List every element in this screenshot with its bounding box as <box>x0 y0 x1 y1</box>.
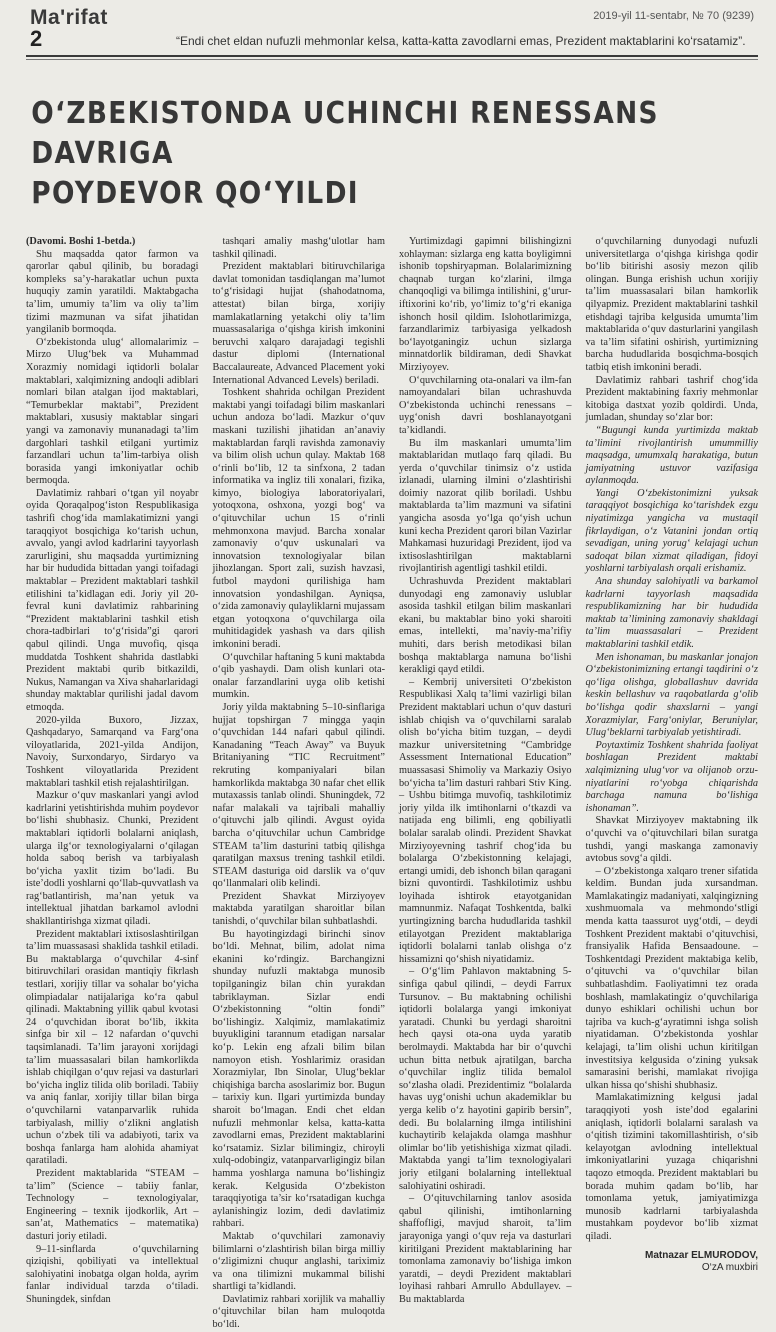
article-column-3 <box>399 236 572 1305</box>
paragraph: Maktab o‘quvchilari zamonaviy bilimlarni o‘zlashtirish bilan birga milliy o‘zligimizni chuqur anglashi, tariximiz va ona tilimizni mukammal bilishi shartligi ta’kidlandi. <box>212 1230 385 1293</box>
paragraph: Joriy yilda maktabning 5–10-sinflariga hujjat topshirgan 7 mingga yaqin o‘quvchidan 144 nafari qabul qilindi. Kanadaning “Teach Away” va Buyuk Britaniyaning “TIC Recruitment” rekruting kompaniyalari bilan hamkorlikda maktabga 30 nafar chet ellik mutaxassis tanlab olindi. Shuningdek, 72 nafar malakali va tajribali mahalliy o‘qituvchi jalb qilindi. Avgust oyida barcha o‘qituvchilar uchun Cambridge STEAM ta’lim dasturini tatbiq qilishga qaratilgan maxsus trening tashkil etildi. STEAM dasturiga oid darslik va o‘quv qo‘llanmalari olib kelindi. <box>212 701 385 890</box>
author-name: Matnazar ELMURODOV, <box>645 1249 758 1261</box>
paragraph: Prezident Shavkat Mirziyoyev maktabda yaratilgan sharoitlar bilan tanishdi, o‘quvchilar bilan suhbatlashdi. <box>212 890 385 928</box>
paragraph: o‘quvchilarning dunyodagi nufuzli universitetlarga o‘qishga kirishga qodir bo‘lib bitirishi asosiy mezon qilib olingan. Bunga erishish uchun xorijiy ta’lim muassasalari bilan hamkorlik qilyapmiz. Prezident maktablarini tashkil etishdagi tajriba kelgusida umumta’lim maktablarida o‘quv dasturlarini yangilash va ta’lim sifatini oshirish, yurtimizning barcha hududlarida bosqichma-bosqich tatbiq etish imkonini beradi. <box>585 236 758 373</box>
headline-line-1: O‘ZBEKISTONDA UCHINCHI RENESSANS DAVRIGA <box>31 96 659 171</box>
paragraph: Shu maqsadda qator farmon va qarorlar qabul qilinib, bu boradagi kompleks sa’y-harakatlar uchun puxta huquqiy zamin yaratildi. Maktabgacha ta’lim, umumiy ta’lim va oliy ta’lim tizimi mazmunan va sifat jihatidan yangilanib bormoqda. <box>26 248 199 336</box>
paragraph: – Kembrij universiteti O‘zbekiston Respublikasi Xalq ta’limi vazirligi bilan Prezident maktablari uchun o‘quv dasturi ishlab chiqish va o‘quvchilarni saralab olish bo‘yicha bitim tuzgan, – deydi mazkur universitetning “Cambridge Assessment International Education” muassasasi Shimoliy va Markaziy Osiyo bo‘yicha ta’lim dasturi rahbari Stiv King. – Ushbu bitimga muvofiq, tashkilotimiz joriy yilda ilk imtihonlarni o‘tkazdi va natijada eng bilimli, eng qobiliyatli bolalar saralab olindi. Prezident Shavkat Mirziyoyevning tashrif chog‘ida bu bolalarga O‘zbekistonning kelajagi, ertangi umidi, deb ishonch bilan qaragani bizni quvontirdi. Tashkilotimiz ushbu loyihada ishtirok etayotganidan mamnunmiz. Nafaqat Toshkentda, balki yurtingizning barcha hududlarida tashkil etilayotgan Prezident maktablariga iqtidorli bolalarni tanlab olishga o‘z hissamizni qo‘shish niyatidamiz. <box>399 676 572 965</box>
paragraph: – O‘g‘lim Pahlavon maktabning 5-sinfiga qabul qilindi, – deydi Farrux Tursunov. – Bu maktabning ochilishi iqtidorli bolalarga yangi imkoniyat yaratadi. Chunki bu yerdagi sharoitni hech qaysi ota-ona uyda yaratib berolmaydi. Maktabda har bir o‘quvchi uchun bitta netbuk ajratilgan, barcha o‘quvchilar ingliz tilida bemalol so‘zlasha oladi. Prezidentimiz “bolalarda havas uyg‘onishi uchun akademiklar bu yerga kelib o‘z hayotini gapirib bersin”, dedi. Bu bolalarning ilmga intilishini kuchaytirib kelajakda olamga mashhur olimlar bo‘lib yetishishiga xizmat qiladi. Maktabda yangi ta’lim texnologiyalari joriy etilgani bolalarning intellektual salohiyatini oshiradi. <box>399 966 572 1192</box>
quoted-paragraph: Men ishonaman, bu maskanlar jonajon O‘zbekistonimizning ertangi taqdirini o‘z qo‘liga olishga, globallashuv davrida keskin bellashuv va raqobatlarda g‘olib bo‘lishga qodir shaxslarni – yangi Xorazmiylar, Farg‘oniylar, Beruniylar, Ulug‘beklarni tarbiyalab yetishtiradi. <box>585 651 758 739</box>
article-column-4 <box>585 236 759 1273</box>
paragraph: Bu hayotingizdagi birinchi sinov bo‘ldi. Mehnat, bilim, adolat nima ekanini ko‘rdingiz. Barchangizni shunday nufuzli maktabga munosib topilganingiz bilan chin yurakdan tabriklayman. Sizlar endi O‘zbekistonning “oltin fondi” bo‘lishingiz. Xalqimiz, mamlakatimiz buyukligini tarannum etadigan narsalar ko‘p. Lekin eng afzali bilim bilan namoyon etish. Yoshlarimiz orasidan Xorazmiylar, Ibn Sinolar, Ulug‘beklar chiqishiga barcha asoslarimiz bor. Bugun – tarixiy kun. Ilgari yurtimizda bunday sharoit bo‘lmagan. Endi chet eldan nufuzli mehmonlar kelsa, katta-katta zavodlarni emas, Prezident maktablarini ko‘rsatamiz. Sizlar bilimingiz, chiroyli xulq-odobingiz, vatanparvarligingiz bilan hamma yoshlarga namuna bo‘lishingiz kerak. Kelgusida O‘zbekiston taraqqiyotiga ta’sir ko‘rsatadigan kuchga aylanishingiz lozim, dedi davlatimiz rahbari. <box>212 928 385 1230</box>
header-rule <box>26 55 758 57</box>
column-4-paragraphs <box>586 236 759 1244</box>
header-quote: “Endi chet eldan nufuzli mehmonlar kelsa, katta-katta zavodlarni emas, Prezident maktablarini ko‘rsatamiz”. <box>176 34 746 48</box>
paragraph: O‘zbekistonda ulug‘ allomalarimiz – Mirzo Ulug‘bek va Muhammad Xorazmiy nomidagi iqtidorli bolalar maktablari, xalqimizning andoqli adiblari nomlari bilan atalgan ijod maktablari, “Temurbeklar maktabi”, Prezident maktablari, xususiy maktablar singari yangi va zamonaviy munanadagi ta’lim dargohlari tashkil etilgani yurtimiz farzandlari uchun ta’lim-tarbiya olish borasida yangi imkoniyatlar ochib bermoqda. <box>26 336 199 487</box>
paragraph: Prezident maktablari ixtisoslashtirilgan ta’lim muassasasi shaklida tashkil etiladi. Bu maktablarga o‘quvchilar 4-sinf bitiruvchilari orasidan mantiqiy fikrlash testlari, xorijiy tillar va sohalar bo‘yicha olimpiadalar natijalariga ko‘ra qabul qilinadi. Maktabning yillik qabul kvotasi 24 o‘quvchidan iborat bo‘lib, ikkita sinfga bir xil – 12 nafardan o‘quvchi taqsimlanadi. Ta’lim jarayoni xorijdagi ta’lim muassasalari bilan hamkorlikda ishlab chiqilgan o‘quv rejasi va dasturlari bo‘yicha ingliz tilida olib boriladi. Tabiiy va aniq fanlar, xorijiy tillar bilan birga o‘quvchilarni vatanparvarlik ruhida tarbiyalash, milliy o‘zlikni anglatish uchun o‘zbek tili va adabiyoti, tarix va boshqa fanlarga ham alohida ahamiyat qaratiladi. <box>26 928 199 1167</box>
paragraph: 9–11-sinflarda o‘quvchilarning qiziqishi, qobiliyati va intellektual salohiyatini inobatga olgan holda, ayrim fanlar individual tarzda o‘tiladi. Shuningdek, sinfdan <box>26 1243 199 1305</box>
paragraph: – O‘qituvchilarning tanlov asosida qabul qilinishi, imtihonlarning shaffofligi, mavjud sharoit, ta’lim jarayoniga yangi o‘quv reja va dasturlari kiritilgani Prezident maktablarining har tomonlama zamonaviy bo‘lishiga imkon yaratdi, – deydi Prezident maktablari loyihasi rahbari Amrullo Abdullayev. – Bu maktablarda <box>399 1193 572 1305</box>
paragraph: Davlatimiz rahbari tashrif chog‘ida Prezident maktabining faxriy mehmonlar kitobiga dastxat yozib qoldirdi. Unda, jumladan, shunday so‘zlar bor: <box>585 374 758 424</box>
quoted-paragraph: Poytaxtimiz Toshkent shahrida faoliyat boshlagan Prezident maktabi xalqimizning ulug‘vor va olijanob orzu-niyatlarini ro‘yobga chiqarishda barchaga namuna bo‘lishiga ishonaman”. <box>585 739 758 814</box>
article-lead: (Davomi. Boshi 1-betda.) <box>26 236 136 247</box>
paragraph: O‘quvchilarning ota-onalari va ilm-fan namoyandalari bilan uchrashuvda O‘zbekistonda uchinchi renessans – uyg‘onish davri boshlanayotgani ta’kidlandi. <box>399 374 572 436</box>
paragraph: Uchrashuvda Prezident maktablari dunyodagi eng zamonaviy uslublar asosida tashkil etilgan bilim maskanlari ekani, bu maktablar bino yoki sharoiti emas, intellekti, ma’naviy-ma’rifiy muhiti, dars berish metodikasi bilan boshqa maktablarga namuna bo‘lishi kerakligi qayd etildi. <box>399 576 572 676</box>
quoted-paragraph: “Bugungi kunda yurtimizda maktab ta’limini rivojlantirish umummilliy maqsadga, umumxalq harakatiga, butun jamiyatning ustuvor vazifasiga aylanmoqda. <box>585 424 758 487</box>
author-organization: O‘zA muxbiri <box>701 1261 758 1273</box>
article-signature <box>586 1250 759 1274</box>
page-number: 2 <box>30 26 43 51</box>
quoted-paragraph: Yangi O‘zbekistonimizni yuksak taraqqiyot bosqichiga ko‘tarishdek ezgu niyatimizga yangicha va mustaqil fikrlaydigan, o‘z Vatanini jondan ortiq sevadigan, uning yorug‘ kelajagi uchun sadoqat bilan xizmat qiladigan, fidoyi yoshlarni tarbiyalash orqali erishamiz. <box>585 487 758 575</box>
quoted-paragraph: Ana shunday salohiyatli va barkamol kadrlarni tayyorlash maqsadida respublikamizning har bir hududida maktab ta’limining zamonaviy shakldagi ta’lim muassasalari – Prezident maktablarini tashkil etdik. <box>585 576 758 650</box>
paragraph: Toshkent shahrida ochilgan Prezident maktabi yangi toifadagi bilim maskanlari uchun andoza bo‘ladi. Mazkur o‘quv maskani tuzilishi jihatidan an’anaviy maktablardan farqli ravishda zamonaviy va bilim olish uchun qulay. Maktab 168 o‘rinli bo‘lib, 12 ta sinfxona, 2 tadan informatika va ingliz tili xonalari, fizika, kimyo, biologiya laboratoriyalari, yotoqxona, oshxona, yozgi bog‘ va o‘qituvchilar uchun 15 o‘rinli mehmonxona mavjud. Barcha xonalar zamonaviy o‘quv uskunalari va innovatsion texnologiyalar bilan jihozlangan. Sport zali, suzish havzasi, futbol maydoni qurilishiga ham innovatsion yondashilgan. Ayniqsa, o‘zida zamonaviy qulayliklarni mujassam etgan yotoqxona o‘quvchilarga oila muhitidagidek yashash va dars qilish imkonini beradi. <box>212 387 385 650</box>
issue-dateline: 2019-yil 11-sentabr, № 70 (9239) <box>593 10 754 22</box>
paragraph: tashqari amaliy mashg‘ulotlar ham tashkil qilinadi. <box>212 236 385 260</box>
newspaper-logo: Ma'rifat <box>30 6 108 29</box>
paragraph: Mazkur o‘quv maskanlari yangi avlod kadrlarini yetishtirishda muhim poydevor bo‘lishi shubhasiz. Chunki, Prezident maktablari iqtidorli bolalarni aniqlash, ularga ilg‘or texnologiyalarni o‘qilagan holda saboq berish va tarbiyalash bo‘yicha yaxlit tizim bo‘ladi. Bu iste’dodli yoshlarni qo‘llab-quvvatlash va rag‘batlantirish, ma’nan yetuk va intellektual jihatdan barkamol avlodni shakllantirishga xizmat qiladi. <box>26 790 199 928</box>
paragraph: Bu ilm maskanlari umumta’lim maktablaridan mutlaqo farq qiladi. Bu yerda o‘quvchilar tinimsiz o‘z ustida izlanadi, ularning ilmini o‘zlashtirishi doimiy nazorat qilib boriladi. Ushbu maktablarda ta’lim mazmuni va sifatini yangicha asosda yo‘lga qo‘yish uchun kuni kecha Prezident qarori bilan Vazirlar Mahkamasi huzuridagi Prezident, ijod va ixtisoslashtirilgan maktablarni rivojlantirish agentligi tashkil etildi. <box>399 437 572 575</box>
paragraph: Mamlakatimizning kelgusi jadal taraqqiyoti yosh iste’dod egalarini aniqlash, iqtidorli bolalarni saralash va o‘qitish tizimini takomillashtirish, o‘sib kelayotgan avlodning intellektual imkoniyatlarini yuzaga chiqarishni taqozo etmoqda. Prezident maktablari bu borada muhim qadam bo‘lib, har tomonlama yetuk, jamiyatimizga munosib kadrlarni tarbiyalashda mustahkam poydevor bo‘lib xizmat qiladi. <box>585 1092 758 1242</box>
paragraph: Prezident maktablari bitiruvchilariga davlat tomonidan tasdiqlangan ma’lumot to‘g‘risidagi hujjat (shahodatnoma, attestat) bilan birga, xorijiy mamlakatlarning yetakchi oliy ta’lim muassasalariga o‘qishga kirish imkonini beruvchi xalqaro darajadagi tegishli dastur diplomi (International Baccalaureate, Advanced Placement yoki International Advanced Levels) beriladi. <box>212 261 385 386</box>
paragraph: Yurtimizdagi gapimni bilishingizni xohlayman: sizlarga eng katta boyligimni ishonib topshiryapman. Bolalarimizning chaqnab turgan ko‘zlarini, ilmga chanqoqligi va bilimga intilishini, g‘urur-iftixorini ko‘rib, yo‘limiz to‘g‘ri ekaniga ishonch hosil qildim. Islohotlarimizga, farzandlarimiz tarbiyasiga yelkadosh bo‘layotganingiz uchun sizlarga minnatdorlik bildiraman, dedi Shavkat Mirziyoyev. <box>399 236 572 373</box>
article-column-2 <box>212 236 386 1331</box>
masthead <box>26 0 758 52</box>
paragraph: O‘quvchilar haftaning 5 kuni maktabda o‘qib yashaydi. Dam olish kunlari ota-onalar farzandlarini uyga olib ketishi mumkin. <box>212 651 385 701</box>
paragraph: Shavkat Mirziyoyev maktabning ilk o‘quvchi va o‘qituvchilari bilan suratga tushdi, yangi maskanga zamonaviy avtobus sovg‘a qildi. <box>585 815 758 865</box>
header-rule-thin <box>26 59 758 60</box>
paragraph: 2020-yilda Buxoro, Jizzax, Qashqadaryo, Samarqand va Farg‘ona viloyatlarida, 2021-yilda Andijon, Navoiy, Surxondaryo, Sirdaryo va Toshkent viloyatlarida Prezident maktablari tashkil etish rejalashtirilgan. <box>26 714 199 789</box>
article-body <box>26 236 758 1331</box>
article-headline <box>26 94 762 214</box>
article-column-1 <box>26 236 199 1305</box>
paragraph: Davlatimiz rahbari o‘tgan yil noyabr oyida Qoraqalpog‘iston Respublikasiga tashrifi chog‘ida mamlakatimizni yangi taraqqiyot bosqichiga ko‘tarish uchun, avvalo, yangi avlod kadrlarini tayyorlash zarurligini, shu maqsadda yurtimizning har bir hududida bittadan yangi toifadagi maktablar – Prezident maktablari tashkil etilishini ta’kidlagan edi. Joriy yil 20-fevral kuni davlatimiz rahbarining “Prezident maktablarini tashkil etish chora-tadbirlari to‘g‘risida”gi qarori qabul qilindi. Unga muvofiq, qisqa muddatda Toshkent shahrida dastlabki Prezident maktabi qurib bitkazildi, Nukus, Namangan va Xiva shaharlaridagi shunday maktablar qurilishi jadal davom etmoqda. <box>26 487 199 713</box>
headline-line-2: POYDEVOR QO‘YILDI <box>31 176 359 211</box>
paragraph: – O‘zbekistonga xalqaro trener sifatida keldim. Bundan juda xursandman. Mamlakatingiz madaniyati, xalqingizning xushmuomala va mehmondo‘stligi menda katta taassurot uyg‘otdi, – deydi Toshkent Prezident maktabi o‘qituvchisi, fransiyalik Hafida Bensaadoune. – Toshkentdagi Prezident maktabiga kelib, o‘qituvchi va o‘quvchilar bilan suhbatlashdim. Faoliyatimni tez orada boshlash, mamlakatingiz o‘quvchilariga dunyo eshiklari ochilishi uchun bor tajriba va kuch-g‘ayratimni ishga solish niyatidaman. O‘zbekistonda yoshlar kelajagi, ta’lim olishi uchun kiritilgan investitsiya kelgusida o‘zining yuksak samarasini berishi, mamlakat rivojiga ulkan hissa qo‘shishi shubhasiz. <box>585 865 758 1091</box>
paragraph: Prezident maktablarida “STEAM – ta’lim” (Science – tabiiy fanlar, Technology – texnologiyalar, Engineering – texnik ijodkorlik, Art – san’at, Mathematics – matematika) dasturi joriy etiladi. <box>26 1167 199 1242</box>
paragraph: Davlatimiz rahbari xorijlik va mahalliy o‘qituvchilar bilan ham muloqotda bo‘ldi. <box>212 1293 385 1331</box>
